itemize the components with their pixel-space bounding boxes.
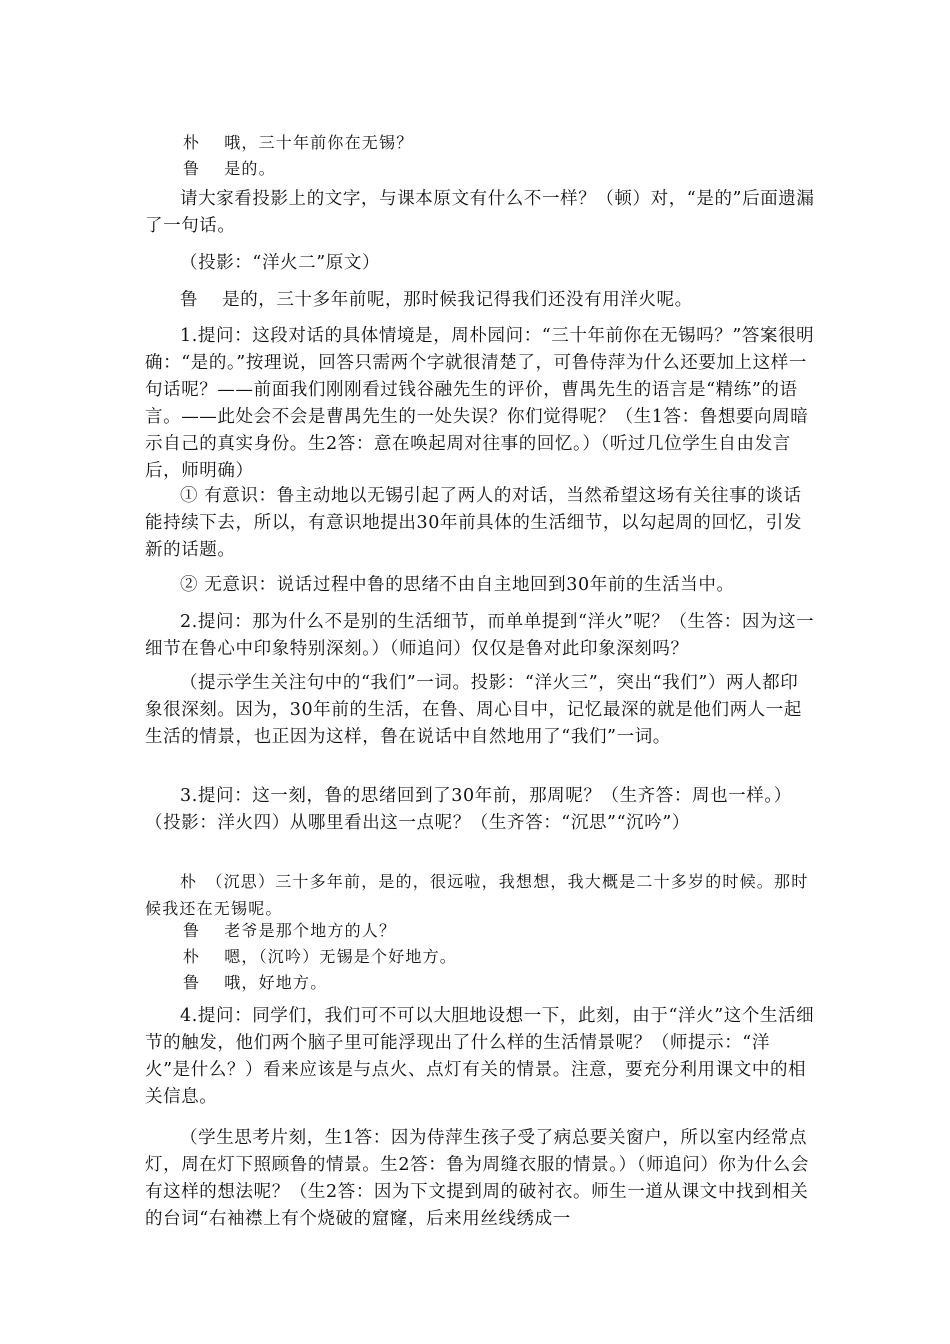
dialogue-line — [183, 918, 396, 941]
paragraph: （学生思考片刻，生1答：因为侍萍生孩子受了病总要关窗户，所以室内经常点灯，周在灯下照顾鲁的情景。生2答：鲁为周缝衣服的情景。）（师追问）你为什么会有这样的想法呢？（生2答：因为下文提到周的破衬衣。师生一道从课文中找到相关的台词“右袖襟上有个烧破的窟窿，后来用丝线绣成一 — [145, 1128, 809, 1229]
projection-note: （投影：“洋火二”原文） — [180, 253, 381, 273]
dialogue-line — [183, 970, 327, 993]
speaker: 鲁 — [183, 921, 201, 940]
dialogue-text: 老爷是那个地方的人？ — [224, 921, 397, 940]
speaker: 鲁 — [183, 973, 201, 992]
question-1: 1.提问：这段对话的具体情境是，周朴园问：“三十年前你在无锡吗？”答案很明确：“是的。”按理说，回答只需两个字就很清楚了，可鲁侍萍为什么还要加上这样一句话呢？——前面我们刚刚看过钱谷融先生的评价，曹禺先生的语言是“精练”的语言。——此处会不会是曹禺先生的一处失误？你们觉得呢？（生1答：鲁想要向周暗示自己的真实身份。生2答：意在唤起周对往事的回忆。）（听过几位学生自由发言后，师明确） — [145, 326, 815, 481]
question-4: 4.提问：同学们，我们可不可以大胆地设想一下，此刻，由于“洋火”这个生活细节的触发，他们两个脑子里可能浮现出了什么样的生活情景呢？（师提示：“洋火”是什么？）看来应该是与点火、点灯有关的情景。注意，要充分利用课文中的相关信息。 — [145, 1006, 815, 1107]
dialogue-line-long: 朴 （沉思）三十多年前，是的，很远啦，我想想，我大概是二十多岁的时候。那时候我还在无锡呢。 — [145, 872, 809, 918]
dialogue-text: 是的，三十多年前呢，那时候我记得我们还没有用洋火呢。 — [222, 290, 693, 310]
dialogue-line — [183, 944, 457, 967]
dialogue-text: 哦，好地方。 — [224, 973, 328, 992]
question-3: 3.提问：这一刻，鲁的思绪回到了30年前，那周呢？（生齐答：周也一样。）（投影：洋火四）从哪里看出这一点呢？（生齐答：“沉思”“沉吟”） — [145, 786, 792, 833]
speaker: 鲁 — [180, 290, 199, 310]
dialogue-text: 是的。 — [224, 159, 276, 178]
dialogue-line — [180, 286, 693, 311]
dialogue-text: 嗯，（沉吟）无锡是个好地方。 — [224, 947, 458, 966]
question-2: 2.提问：那为什么不是别的生活细节，而单单提到“洋火”呢？（生答：因为这一细节在鲁心中印象特别深刻。）（师追问）仅仅是鲁对此印象深刻吗？ — [145, 612, 815, 659]
hint-paragraph: （提示学生关注句中的“我们”一词。投影：“洋火三”，突出“我们”）两人都印象很深刻。因为，30年前的生活，在鲁、周心目中，记忆最深的就是他们两人一起生活的情景，也正因为这样，鲁在说话中自然地用了“我们”一词。 — [145, 673, 802, 747]
paragraph: 请大家看投影上的文字，与课本原文有什么不一样？（顿）对，“是的”后面遗漏了一句话。 — [145, 189, 815, 236]
speaker: 鲁 — [183, 159, 201, 178]
speaker: 朴 — [183, 133, 201, 152]
speaker: 朴 — [183, 947, 201, 966]
answer-1: ① 有意识：鲁主动地以无锡引起了两人的对话，当然希望这场有关往事的谈话能持续下去，所以，有意识地提出30年前具体的生活细节，以勾起周的回忆，引发新的话题。 — [145, 486, 802, 560]
dialogue-text: 哦，三十年前你在无锡？ — [224, 133, 414, 152]
answer-2: ② 无意识：说话过程中鲁的思绪不由自主地回到30年前的生活当中。 — [180, 575, 735, 595]
dialogue-line — [183, 156, 276, 179]
dialogue-line — [183, 130, 413, 153]
